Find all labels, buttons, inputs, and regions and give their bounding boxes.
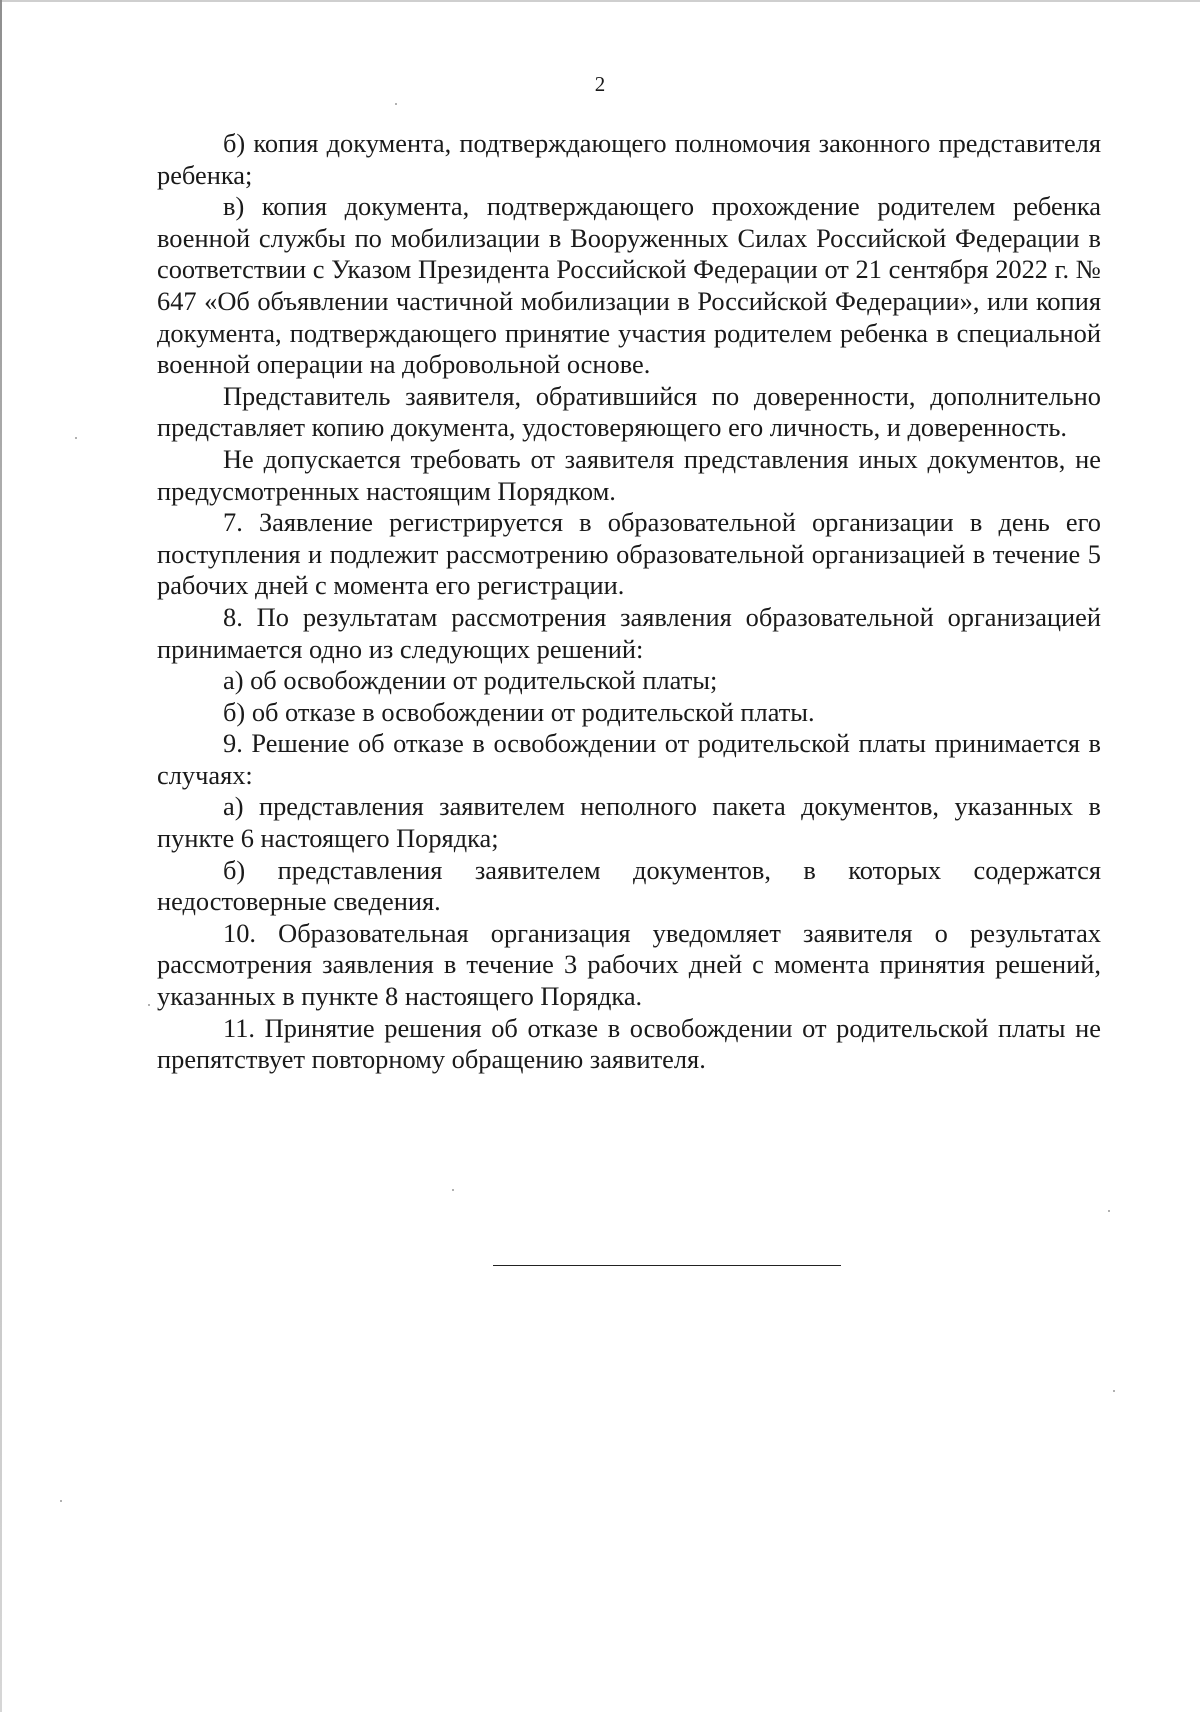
paragraph-11-repeat-application: 11. Принятие решения об отказе в освобождении от родительской платы не препятствует повторному обращению заявителя. [157,1012,1101,1075]
paragraph-9b-false-information: б) представления заявителем документов, в которых содержатся недостоверные сведения. [157,854,1101,917]
separator-line [493,1265,841,1266]
scan-edge-top [0,0,1200,2]
scan-speck [60,1500,62,1502]
paragraph-8a-exemption: а) об освобождении от родительской платы; [223,665,718,696]
scan-speck [452,1189,454,1191]
paragraph-8b-refusal: б) об отказе в освобождении от родительской платы. [223,696,815,727]
scan-edge-left [0,0,2,1712]
scan-speck [395,103,397,105]
page-number: 2 [594,72,606,96]
scan-speck [1113,1390,1115,1392]
scan-speck [75,437,77,439]
paragraph-10-notification: 10. Образовательная организация уведомляет заявителя о результатах рассмотрения заявления в течение 3 рабочих дней с момента принятия решений, указанных в пункте 8 настоящего Порядка. [157,917,1101,1012]
paragraph-no-other-documents: Не допускается требовать от заявителя представления иных документов, не предусмотренных настоящим Порядком. [157,443,1101,506]
document-body [157,128,1101,1076]
paragraph-9a-incomplete-package: а) представления заявителем неполного пакета документов, указанных в пункте 6 настоящего Порядка; [157,791,1101,854]
scan-speck [1108,1210,1110,1212]
paragraph-v-copy-military-service: в) копия документа, подтверждающего прохождение родителем ребенка военной службы по мобилизации в Вооруженных Силах Российской Федерации в соответствии с Указом Президента Российской Федерации от 21 сентября 2022 г. № 647 «Об объявлении частичной мобилизации в Российской Федерации», или копия документа, подтверждающего принятие участия родителем ребенка в специальной военной операции на добровольной основе. [157,191,1101,380]
paragraph-representative-by-proxy: Представитель заявителя, обратившийся по доверенности, дополнительно представляет копию документа, удостоверяющего его личность, и доверенность. [157,380,1101,443]
paragraph-8-decisions: 8. По результатам рассмотрения заявления образовательной организацией принимается одно из следующих решений: [157,601,1101,664]
paragraph-9-refusal-cases: 9. Решение об отказе в освобождении от родительской платы принимается в случаях: [157,728,1101,790]
paragraph-b-copy-representative: б) копия документа, подтверждающего полномочия законного представителя ребенка; [157,128,1101,190]
paragraph-7-registration: 7. Заявление регистрируется в образовательной организации в день его поступления и подлежит рассмотрению образовательной организацией в течение 5 рабочих дней с момента его регистрации. [157,507,1101,601]
scan-speck [148,1004,150,1006]
